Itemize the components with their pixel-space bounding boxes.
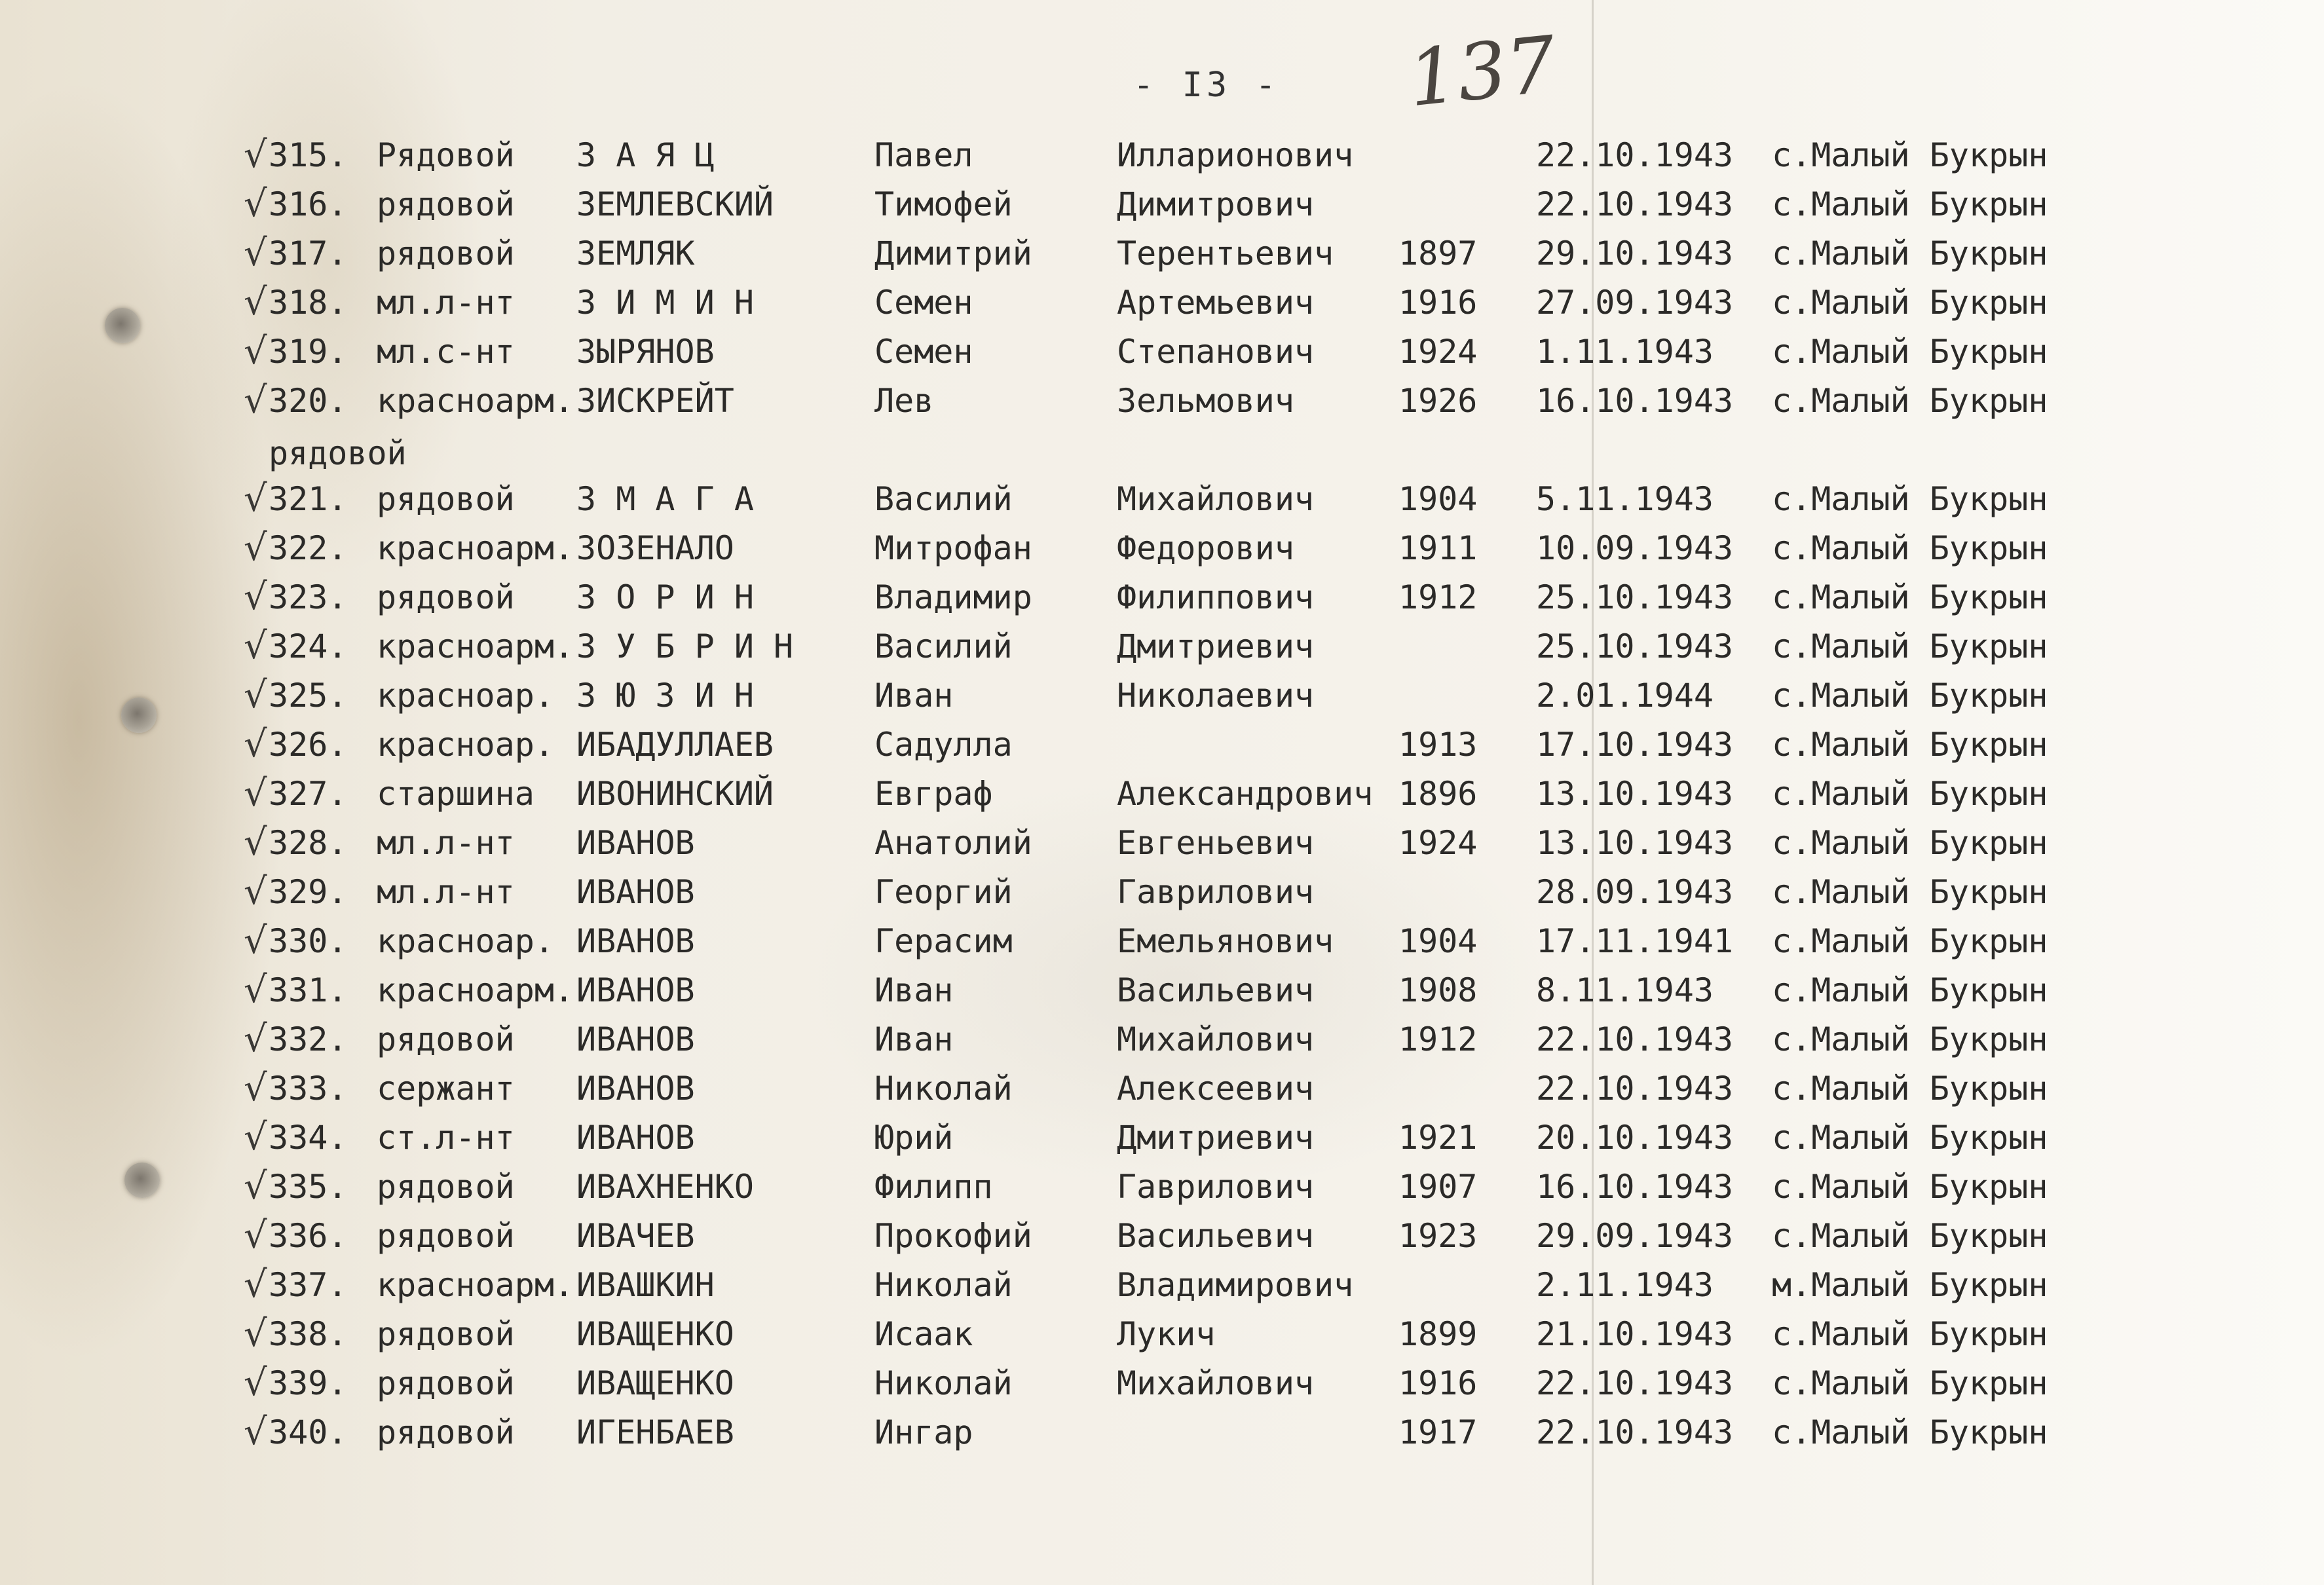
birth-year: 1911 — [1398, 529, 1478, 567]
rank: рядовой — [377, 1413, 515, 1451]
first-name: Евграф — [874, 775, 993, 813]
rank: красноарм. — [377, 1266, 574, 1304]
burial-place: с.Малый Букрын — [1772, 1217, 2048, 1255]
burial-place: с.Малый Букрын — [1772, 726, 2048, 764]
check-mark: √ — [244, 1313, 267, 1355]
rank: мл.л-нт — [377, 284, 515, 322]
list-row — [0, 524, 2324, 572]
first-name: Николай — [874, 1070, 1013, 1108]
birth-year: 1923 — [1398, 1217, 1478, 1255]
list-row — [0, 1359, 2324, 1408]
death-date: 2.01.1944 — [1536, 677, 1714, 715]
surname: З А Я Ц — [576, 136, 715, 174]
row-number: 321. — [269, 480, 348, 518]
death-date: 22.10.1943 — [1536, 1413, 1734, 1451]
rank: рядовой — [377, 1020, 515, 1058]
first-name: Герасим — [874, 922, 1013, 960]
check-mark: √ — [244, 1263, 267, 1306]
first-name: Николай — [874, 1266, 1013, 1304]
page-number: - I3 - — [1133, 65, 1280, 105]
rank: рядовой — [377, 480, 515, 518]
check-mark: √ — [244, 1067, 267, 1110]
death-date: 25.10.1943 — [1536, 578, 1734, 616]
death-date: 25.10.1943 — [1536, 627, 1734, 665]
first-name: Иван — [874, 971, 954, 1009]
birth-year: 1896 — [1398, 775, 1478, 813]
patronymic: Степанович — [1117, 333, 1315, 371]
surname: ИВАНОВ — [576, 971, 695, 1009]
rank: рядовой — [377, 1168, 515, 1206]
patronymic: Евгеньевич — [1117, 824, 1315, 862]
first-name: Тимофей — [874, 185, 1013, 223]
list-row — [0, 1261, 2324, 1309]
list-row — [0, 229, 2324, 278]
burial-place: с.Малый Букрын — [1772, 1413, 2048, 1451]
rank: мл.с-нт — [377, 333, 515, 371]
row-number: 339. — [269, 1364, 348, 1402]
check-mark: √ — [244, 183, 267, 225]
patronymic: Алексеевич — [1117, 1070, 1315, 1108]
list-row — [0, 1212, 2324, 1260]
list-row — [0, 917, 2324, 965]
patronymic: Федорович — [1117, 529, 1294, 567]
list-row — [0, 1163, 2324, 1211]
first-name: Филипп — [874, 1168, 993, 1206]
birth-year: 1908 — [1398, 971, 1478, 1009]
death-date: 8.11.1943 — [1536, 971, 1714, 1009]
list-row — [0, 1113, 2324, 1162]
burial-place: с.Малый Букрын — [1772, 824, 2048, 862]
row-number: 315. — [269, 136, 348, 174]
patronymic: Филиппович — [1117, 578, 1315, 616]
burial-place: с.Малый Букрын — [1772, 578, 2048, 616]
birth-year: 1926 — [1398, 382, 1478, 420]
birth-year: 1904 — [1398, 922, 1478, 960]
check-mark: √ — [244, 920, 267, 962]
first-name: Иван — [874, 677, 954, 715]
birth-year: 1917 — [1398, 1413, 1478, 1451]
surname: ЗЕМЛЕВСКИЙ — [576, 185, 774, 223]
death-date: 10.09.1943 — [1536, 529, 1734, 567]
surname: ИВАЩЕНКО — [576, 1315, 734, 1353]
list-row — [0, 131, 2324, 179]
death-date: 1.11.1943 — [1536, 333, 1714, 371]
death-date: 16.10.1943 — [1536, 1168, 1734, 1206]
rank: красноар. — [377, 726, 554, 764]
row-number: 322. — [269, 529, 348, 567]
burial-place: с.Малый Букрын — [1772, 1315, 2048, 1353]
birth-year: 1907 — [1398, 1168, 1478, 1206]
row-number: 318. — [269, 284, 348, 322]
row-number: 335. — [269, 1168, 348, 1206]
first-name: Прокофий — [874, 1217, 1032, 1255]
check-mark: √ — [244, 674, 267, 717]
patronymic: Зельмович — [1117, 382, 1294, 420]
death-date: 2.11.1943 — [1536, 1266, 1714, 1304]
burial-place: м.Малый Букрын — [1772, 1266, 2048, 1304]
first-name: Семен — [874, 284, 973, 322]
burial-place: с.Малый Букрын — [1772, 382, 2048, 420]
rank: рядовой — [377, 1217, 515, 1255]
list-row — [0, 819, 2324, 867]
check-mark: √ — [244, 379, 267, 422]
surname: ИВАНОВ — [576, 1119, 695, 1157]
rank: старшина — [377, 775, 534, 813]
list-row — [0, 1408, 2324, 1457]
check-mark: √ — [244, 134, 267, 176]
burial-place: с.Малый Букрын — [1772, 775, 2048, 813]
rank: Рядовой — [377, 136, 515, 174]
burial-place: с.Малый Букрын — [1772, 1119, 2048, 1157]
rank: красноар. — [377, 677, 554, 715]
row-320-continuation: рядовой — [269, 434, 407, 472]
burial-place: с.Малый Букрын — [1772, 480, 2048, 518]
birth-year: 1899 — [1398, 1315, 1478, 1353]
row-number: 336. — [269, 1217, 348, 1255]
rank: рядовой — [377, 578, 515, 616]
list-row — [0, 868, 2324, 916]
birth-year: 1913 — [1398, 726, 1478, 764]
burial-place: с.Малый Букрын — [1772, 136, 2048, 174]
first-name: Семен — [874, 333, 973, 371]
death-date: 22.10.1943 — [1536, 136, 1734, 174]
death-date: 13.10.1943 — [1536, 775, 1734, 813]
check-mark: √ — [244, 477, 267, 520]
list-row — [0, 720, 2324, 769]
check-mark: √ — [244, 1165, 267, 1208]
surname: ИГЕНБАЕВ — [576, 1413, 734, 1451]
row-number: 329. — [269, 873, 348, 911]
list-row — [0, 180, 2324, 229]
birth-year: 1904 — [1398, 480, 1478, 518]
first-name: Лев — [874, 382, 934, 420]
surname: ИВАХНЕНКО — [576, 1168, 754, 1206]
first-name: Юрий — [874, 1119, 954, 1157]
rank: рядовой — [377, 1364, 515, 1402]
first-name: Павел — [874, 136, 973, 174]
list-row — [0, 622, 2324, 671]
rank: красноарм. — [377, 627, 574, 665]
birth-year: 1924 — [1398, 333, 1478, 371]
birth-year: 1924 — [1398, 824, 1478, 862]
row-number: 316. — [269, 185, 348, 223]
row-number: 330. — [269, 922, 348, 960]
list-row — [0, 327, 2324, 376]
rank: рядовой — [377, 1315, 515, 1353]
check-mark: √ — [244, 1018, 267, 1060]
death-date: 29.09.1943 — [1536, 1217, 1734, 1255]
check-mark: √ — [244, 969, 267, 1011]
archive-sheet-number: 137 — [1404, 18, 1560, 124]
first-name: Димитрий — [874, 234, 1032, 272]
check-mark: √ — [244, 527, 267, 569]
burial-place: с.Малый Букрын — [1772, 234, 2048, 272]
death-date: 5.11.1943 — [1536, 480, 1714, 518]
list-row — [0, 278, 2324, 327]
burial-place: с.Малый Букрын — [1772, 284, 2048, 322]
row-number: 331. — [269, 971, 348, 1009]
list-row — [0, 966, 2324, 1015]
check-mark: √ — [244, 772, 267, 815]
first-name: Садулла — [874, 726, 1013, 764]
check-mark: √ — [244, 576, 267, 618]
death-date: 20.10.1943 — [1536, 1119, 1734, 1157]
first-name: Владимир — [874, 578, 1032, 616]
surname: ЗИСКРЕЙТ — [576, 382, 734, 420]
burial-place: с.Малый Букрын — [1772, 873, 2048, 911]
row-number: 326. — [269, 726, 348, 764]
patronymic: Илларионович — [1117, 136, 1354, 174]
check-mark: √ — [244, 625, 267, 667]
birth-year: 1916 — [1398, 284, 1478, 322]
surname: З Ю З И Н — [576, 677, 754, 715]
row-number: 323. — [269, 578, 348, 616]
death-date: 17.10.1943 — [1536, 726, 1734, 764]
patronymic: Димитрович — [1117, 185, 1315, 223]
surname: ИВАНОВ — [576, 1020, 695, 1058]
check-mark: √ — [244, 1214, 267, 1257]
birth-year: 1912 — [1398, 1020, 1478, 1058]
surname: ЗЕМЛЯК — [576, 234, 695, 272]
first-name: Митрофан — [874, 529, 1032, 567]
rank: красноарм. — [377, 382, 574, 420]
list-row — [0, 377, 2324, 425]
first-name: Иван — [874, 1020, 954, 1058]
burial-place: с.Малый Букрын — [1772, 529, 2048, 567]
patronymic: Васильевич — [1117, 1217, 1315, 1255]
check-mark: √ — [244, 1116, 267, 1159]
patronymic: Гаврилович — [1117, 1168, 1315, 1206]
patronymic: Лукич — [1117, 1315, 1216, 1353]
check-mark: √ — [244, 330, 267, 373]
death-date: 28.09.1943 — [1536, 873, 1734, 911]
first-name: Анатолий — [874, 824, 1032, 862]
burial-place: с.Малый Букрын — [1772, 1020, 2048, 1058]
row-number: 317. — [269, 234, 348, 272]
row-number: 328. — [269, 824, 348, 862]
birth-year: 1897 — [1398, 234, 1478, 272]
rank: красноарм. — [377, 971, 574, 1009]
check-mark: √ — [244, 1362, 267, 1404]
patronymic: Терентьевич — [1117, 234, 1334, 272]
row-number: 325. — [269, 677, 348, 715]
surname: З О Р И Н — [576, 578, 754, 616]
row-number: 332. — [269, 1020, 348, 1058]
surname: З М А Г А — [576, 480, 754, 518]
first-name: Василий — [874, 627, 1013, 665]
surname: З И М И Н — [576, 284, 754, 322]
birth-year: 1912 — [1398, 578, 1478, 616]
check-mark: √ — [244, 723, 267, 766]
rank: красноар. — [377, 922, 554, 960]
rank: рядовой — [377, 234, 515, 272]
surname: ИВАШКИН — [576, 1266, 715, 1304]
first-name: Георгий — [874, 873, 1013, 911]
burial-place: с.Малый Букрын — [1772, 971, 2048, 1009]
list-row — [0, 573, 2324, 622]
surname: ЗОЗЕНАЛО — [576, 529, 734, 567]
patronymic: Александрович — [1117, 775, 1374, 813]
rank: мл.л-нт — [377, 824, 515, 862]
surname: ИВОНИНСКИЙ — [576, 775, 774, 813]
death-date: 27.09.1943 — [1536, 284, 1734, 322]
row-number: 327. — [269, 775, 348, 813]
birth-year: 1916 — [1398, 1364, 1478, 1402]
burial-place: с.Малый Букрын — [1772, 333, 2048, 371]
birth-year: 1921 — [1398, 1119, 1478, 1157]
first-name: Николай — [874, 1364, 1013, 1402]
list-row — [0, 1015, 2324, 1064]
death-date: 22.10.1943 — [1536, 1070, 1734, 1108]
rank: ст.л-нт — [377, 1119, 515, 1157]
check-mark: √ — [244, 281, 267, 324]
first-name: Василий — [874, 480, 1013, 518]
patronymic: Михайлович — [1117, 1020, 1315, 1058]
check-mark: √ — [244, 821, 267, 864]
rank: сержант — [377, 1070, 515, 1108]
death-date: 21.10.1943 — [1536, 1315, 1734, 1353]
surname: ИБАДУЛЛАЕВ — [576, 726, 774, 764]
row-number: 337. — [269, 1266, 348, 1304]
list-row — [0, 770, 2324, 818]
death-date: 22.10.1943 — [1536, 1364, 1734, 1402]
burial-place: с.Малый Букрын — [1772, 1364, 2048, 1402]
row-number: 319. — [269, 333, 348, 371]
check-mark: √ — [244, 870, 267, 913]
death-date: 17.11.1941 — [1536, 922, 1734, 960]
list-row — [0, 1310, 2324, 1358]
patronymic: Михайлович — [1117, 480, 1315, 518]
surname: ИВАЧЕВ — [576, 1217, 695, 1255]
death-date: 22.10.1943 — [1536, 1020, 1734, 1058]
surname: ИВАНОВ — [576, 922, 695, 960]
list-row — [0, 1064, 2324, 1113]
burial-place: с.Малый Букрын — [1772, 677, 2048, 715]
patronymic: Артемьевич — [1117, 284, 1315, 322]
first-name: Исаак — [874, 1315, 973, 1353]
row-number: 340. — [269, 1413, 348, 1451]
patronymic: Емельянович — [1117, 922, 1334, 960]
rank: красноарм. — [377, 529, 574, 567]
row-number: 334. — [269, 1119, 348, 1157]
death-date: 29.10.1943 — [1536, 234, 1734, 272]
surname: ИВАНОВ — [576, 873, 695, 911]
burial-place: с.Малый Букрын — [1772, 1070, 2048, 1108]
patronymic: Михайлович — [1117, 1364, 1315, 1402]
burial-place: с.Малый Букрын — [1772, 627, 2048, 665]
death-date: 16.10.1943 — [1536, 382, 1734, 420]
surname: З У Б Р И Н — [576, 627, 794, 665]
check-mark: √ — [244, 1411, 267, 1453]
first-name: Ингар — [874, 1413, 973, 1451]
surname: ИВАНОВ — [576, 1070, 695, 1108]
check-mark: √ — [244, 232, 267, 274]
patronymic: Гаврилович — [1117, 873, 1315, 911]
burial-place: с.Малый Букрын — [1772, 185, 2048, 223]
patronymic: Дмитриевич — [1117, 627, 1315, 665]
list-row — [0, 475, 2324, 523]
surname: ЗЫРЯНОВ — [576, 333, 715, 371]
row-number: 320. — [269, 382, 348, 420]
patronymic: Владимирович — [1117, 1266, 1354, 1304]
death-date: 22.10.1943 — [1536, 185, 1734, 223]
row-number: 324. — [269, 627, 348, 665]
patronymic: Дмитриевич — [1117, 1119, 1315, 1157]
surname: ИВАНОВ — [576, 824, 695, 862]
burial-place: с.Малый Букрын — [1772, 1168, 2048, 1206]
surname: ИВАЩЕНКО — [576, 1364, 734, 1402]
row-number: 333. — [269, 1070, 348, 1108]
burial-place: с.Малый Букрын — [1772, 922, 2048, 960]
rank: рядовой — [377, 185, 515, 223]
patronymic: Васильевич — [1117, 971, 1315, 1009]
patronymic: Николаевич — [1117, 677, 1315, 715]
rank: мл.л-нт — [377, 873, 515, 911]
list-row — [0, 671, 2324, 720]
death-date: 13.10.1943 — [1536, 824, 1734, 862]
row-number: 338. — [269, 1315, 348, 1353]
